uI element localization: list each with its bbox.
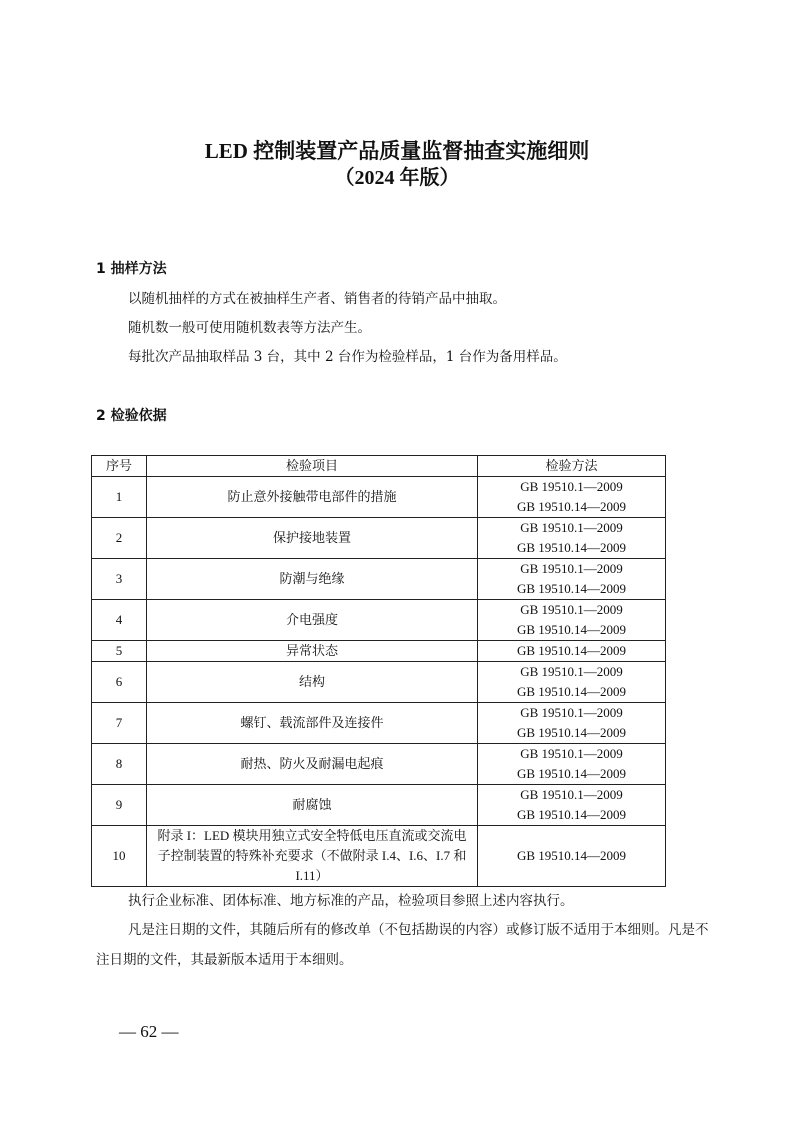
row-inspection-methods: [478, 662, 666, 703]
row-inspection-item: 螺钉、载流部件及连接件: [147, 703, 478, 744]
method-standard: GB 19510.1—2009: [520, 746, 623, 761]
method-standard: GB 19510.14—2009: [516, 581, 627, 596]
method-standard: GB 19510.14—2009: [516, 848, 627, 863]
row-number: 10: [92, 826, 147, 887]
section1-heading: 1 抽样方法: [96, 261, 167, 277]
table-row: [92, 477, 666, 518]
table-header-row: [92, 456, 666, 477]
inspection-basis-table: [91, 455, 666, 887]
method-standard: GB 19510.1—2009: [520, 561, 623, 576]
row-inspection-methods: [478, 703, 666, 744]
note-standards: 执行企业标准、团体标准、地方标准的产品，检验项目参照上述内容执行。: [128, 893, 574, 909]
row-number: 5: [92, 641, 147, 662]
row-inspection-item: 附录 I：LED 模块用独立式安全特低电压直流或交流电子控制装置的特殊补充要求（不做附录 I.4、I.6、I.7 和 I.11）: [147, 826, 478, 887]
method-standard: GB 19510.14—2009: [516, 807, 627, 822]
method-standard: GB 19510.14—2009: [516, 766, 627, 781]
row-inspection-methods: [478, 477, 666, 518]
row-number: 7: [92, 703, 147, 744]
row-inspection-methods: [478, 600, 666, 641]
row-inspection-item: 结构: [147, 662, 478, 703]
method-standard: GB 19510.14—2009: [516, 540, 627, 555]
row-inspection-methods: [478, 785, 666, 826]
row-inspection-item: 异常状态: [147, 641, 478, 662]
row-inspection-item: 防止意外接触带电部件的措施: [147, 477, 478, 518]
row-number: 8: [92, 744, 147, 785]
table-row: [92, 518, 666, 559]
row-number: 1: [92, 477, 147, 518]
row-number: 2: [92, 518, 147, 559]
method-standard: GB 19510.1—2009: [520, 664, 623, 679]
table-row: [92, 703, 666, 744]
table-row: [92, 744, 666, 785]
column-header-method: 检验方法: [478, 456, 666, 477]
method-standard: GB 19510.14—2009: [516, 643, 627, 658]
method-standard: GB 19510.1—2009: [520, 602, 623, 617]
page-number: — 62 —: [119, 1022, 179, 1041]
document-subtitle: （2024 年版）: [334, 167, 460, 189]
section1-paragraph-1: 以随机抽样的方式在被抽样生产者、销售者的待销产品中抽取。: [128, 291, 506, 307]
method-standard: GB 19510.14—2009: [516, 622, 627, 637]
row-number: 9: [92, 785, 147, 826]
row-inspection-methods: [478, 826, 666, 887]
method-standard: GB 19510.14—2009: [516, 499, 627, 514]
table-row: [92, 559, 666, 600]
column-header-no: 序号: [92, 456, 147, 477]
table-row: [92, 600, 666, 641]
row-number: 4: [92, 600, 147, 641]
note-dated-references: 凡是注日期的文件，其随后所有的修改单（不包括勘误的内容）或修订版不适用于本细则。凡是不注日期的文件，其最新版本适用于本细则。: [96, 922, 709, 968]
row-inspection-item: 防潮与绝缘: [147, 559, 478, 600]
row-number: 3: [92, 559, 147, 600]
row-inspection-item: 耐腐蚀: [147, 785, 478, 826]
row-inspection-item: 保护接地装置: [147, 518, 478, 559]
column-header-item: 检验项目: [147, 456, 478, 477]
table-row: [92, 641, 666, 662]
method-standard: GB 19510.14—2009: [516, 725, 627, 740]
table-row: [92, 662, 666, 703]
method-standard: GB 19510.14—2009: [516, 684, 627, 699]
table-row: [92, 785, 666, 826]
method-standard: GB 19510.1—2009: [520, 520, 623, 535]
row-number: 6: [92, 662, 147, 703]
row-inspection-item: 耐热、防火及耐漏电起痕: [147, 744, 478, 785]
document-title: LED 控制装置产品质量监督抽查实施细则: [204, 139, 590, 163]
method-standard: GB 19510.1—2009: [520, 705, 623, 720]
table-row: [92, 826, 666, 887]
method-standard: GB 19510.1—2009: [520, 479, 623, 494]
row-inspection-methods: [478, 518, 666, 559]
section1-paragraph-3: 每批次产品抽取样品 3 台，其中 2 台作为检验样品，1 台作为备用样品。: [128, 349, 567, 365]
row-inspection-methods: [478, 559, 666, 600]
section1-paragraph-2: 随机数一般可使用随机数表等方法产生。: [128, 320, 371, 336]
method-standard: GB 19510.1—2009: [520, 787, 623, 802]
row-inspection-methods: [478, 641, 666, 662]
table-body: [92, 477, 666, 887]
row-inspection-methods: [478, 744, 666, 785]
row-inspection-item: 介电强度: [147, 600, 478, 641]
section2-heading: 2 检验依据: [96, 408, 167, 424]
